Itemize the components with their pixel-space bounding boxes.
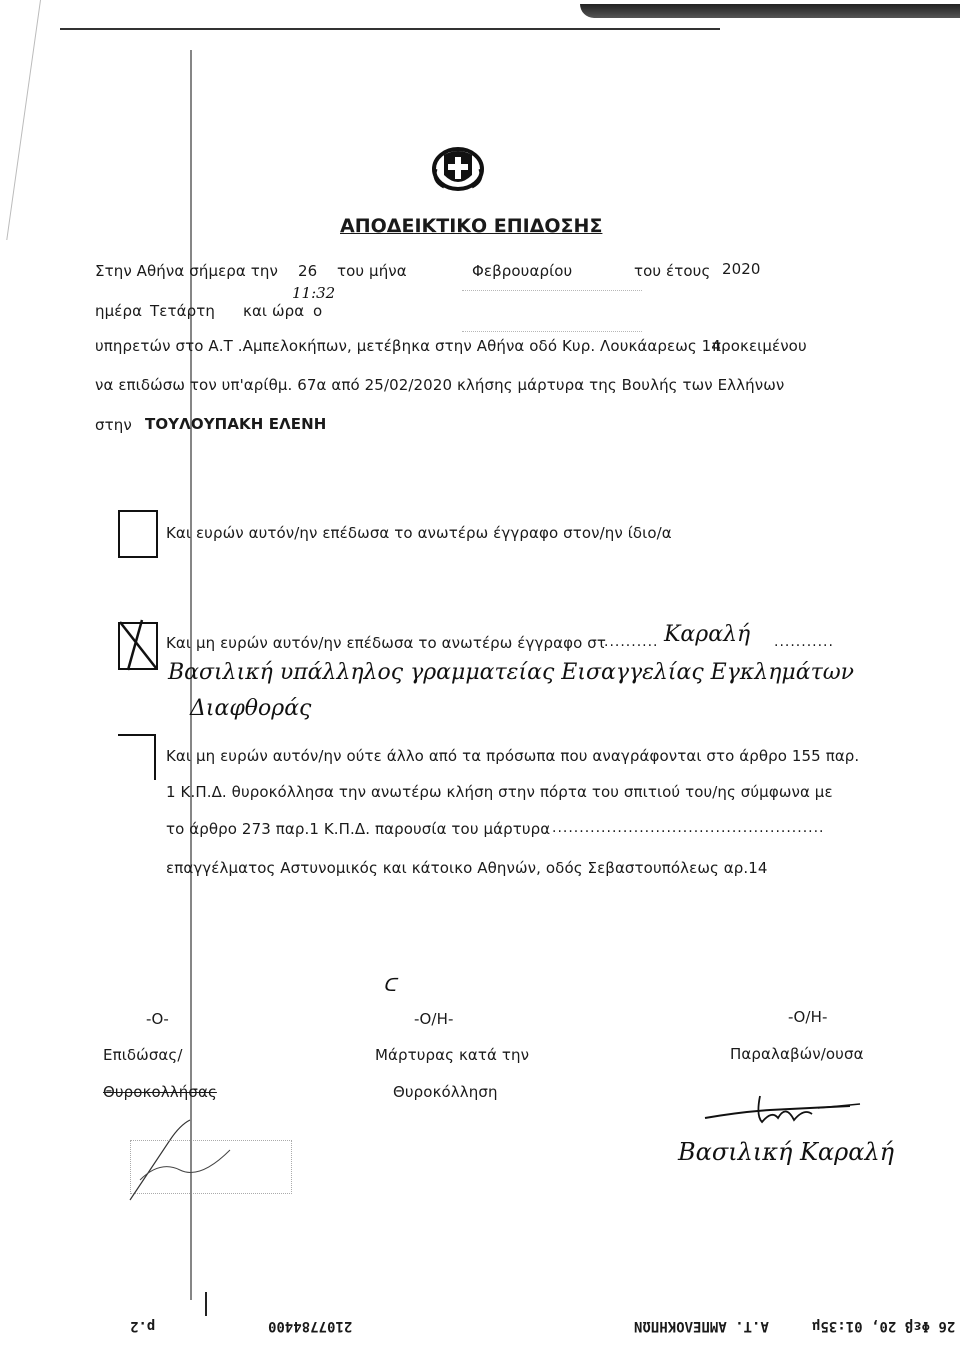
coat-of-arms-icon	[430, 145, 486, 193]
option2-text: Και μη ευρών αυτόν/ην επέδωσα το ανωτέρω έγγραφο στ	[166, 634, 606, 652]
line2-weekday: Τετάρτη	[150, 302, 215, 320]
middle-label-2: Θυροκόλληση	[393, 1083, 498, 1101]
scan-edge-top-right	[580, 4, 960, 18]
option1-checkbox[interactable]	[118, 510, 158, 558]
option3-text-4: επαγγέλματος Αστυνομικός και κάτοικο Αθηνών, οδός Σεβαστουπόλεως αρ.14	[166, 859, 768, 877]
line4-text: να επιδώσω τον υπ'αρίθμ. 67α από 25/02/2020 κλήσης μάρτυρα της Βουλής των Ελλήνων	[95, 376, 785, 394]
option3-text-3: το άρθρο 273 παρ.1 Κ.Π.Δ. παρουσία του μάρτυρα	[166, 820, 551, 838]
line1-day: 26	[298, 262, 318, 280]
right-signature-mark	[700, 1090, 870, 1130]
line1-month: Φεβρουαρίου	[472, 262, 573, 280]
option3-text-1: Και μη ευρών αυτόν/ην ούτε άλλο από τα πρόσωπα που αναγράφονται στο άρθρο 155 παρ.	[166, 747, 860, 765]
line2-time-handwritten: 11:32	[292, 284, 336, 302]
option2-dots: ..........	[604, 634, 659, 650]
middle-mark-scribble: ᑕ	[383, 975, 397, 996]
right-signature-name: Βασιλική Καραλή	[678, 1138, 895, 1166]
scan-edge-top	[60, 28, 720, 30]
fax-page: p.2	[130, 1318, 156, 1334]
fax-number: 2107784400	[268, 1318, 353, 1334]
option2-hand-3: Διαφθοράς	[190, 696, 312, 721]
checkmark-x-icon	[112, 614, 164, 674]
line2-day-label: ημέρα	[95, 302, 143, 320]
line1-year-label: του έτους	[634, 262, 711, 280]
option1-text: Και ευρών αυτόν/ην επέδωσα το ανωτέρω έγγραφο στον/ην ίδιο/α	[166, 524, 672, 542]
option2-hand-1: Καραλή	[664, 622, 751, 647]
right-mark: -Ο/Η-	[788, 1008, 828, 1026]
faint-stamp-upper	[462, 290, 642, 332]
option2-dots-end: ...........	[774, 634, 834, 650]
line3-suffix: προκειμένου	[712, 337, 807, 355]
line1-prefix: Στην Αθήνα σήμερα την	[95, 262, 279, 280]
left-mark: -Ο-	[146, 1010, 169, 1028]
fax-datetime: 26 Φεβ 20, 01:35μ	[812, 1318, 956, 1334]
line5-prefix: στην	[95, 416, 132, 434]
scan-edge-left	[0, 0, 41, 240]
option3-checkbox[interactable]	[118, 734, 156, 780]
footer-tick	[205, 1292, 207, 1316]
option3-dots: ..................................................	[552, 820, 825, 836]
middle-label-1: Μάρτυρας κατά την	[375, 1046, 530, 1064]
document-title: ΑΠΟΔΕΙΚΤΙΚΟ ΕΠΙΔΟΣΗΣ	[340, 215, 603, 237]
option3-text-2: 1 Κ.Π.Δ. θυροκόλλησα την ανωτέρω κλήση στην πόρτα του σπιτιού του/ης σύμφωνα με	[166, 783, 833, 801]
line3-text: υπηρετών στο Α.Τ .Αμπελοκήπων, μετέβηκα στην Αθήνα οδό Κυρ. Λουκάαρεως 14	[95, 337, 721, 355]
left-label-2: Θυροκολλήσας	[103, 1083, 217, 1101]
left-stamp	[130, 1140, 292, 1194]
line1-year: 2020	[722, 260, 761, 278]
option2-hand-2: Βασιλική υπάλληλος γραμματείας Εισαγγελίας Εγκλημάτων	[168, 660, 855, 685]
left-label-1: Επιδώσας/	[103, 1046, 183, 1064]
fax-sender: Α.Τ. ΑΜΠΕΛΟΚΗΠΩΝ	[634, 1318, 769, 1334]
recipient-name: ΤΟΥΛΟΥΠΑΚΗ ΕΛΕΝΗ	[145, 415, 327, 433]
line2-time-mark: ο	[313, 302, 323, 320]
line1-month-label: του μήνα	[337, 262, 407, 280]
middle-mark: -Ο/Η-	[414, 1010, 454, 1028]
line2-time-label: και ώρα	[243, 302, 305, 320]
right-label: Παραλαβών/ουσα	[730, 1045, 864, 1063]
